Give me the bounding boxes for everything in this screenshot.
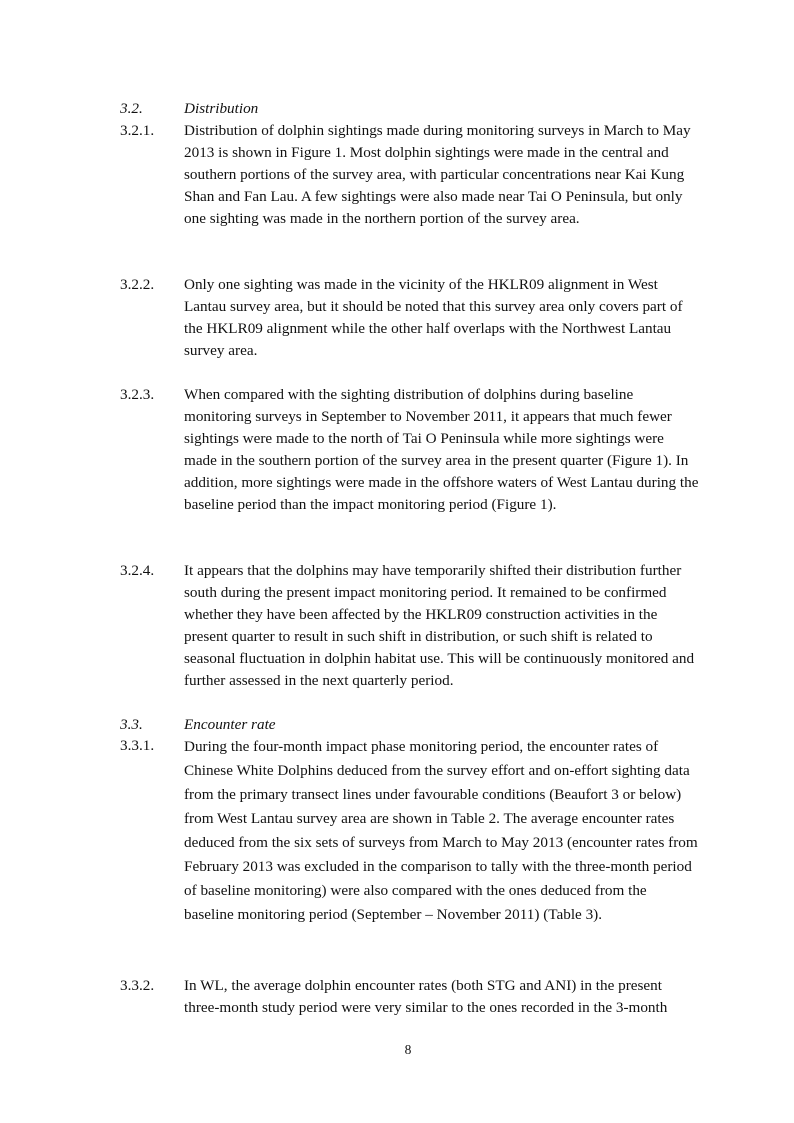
paragraph-number: 3.2.4.	[120, 562, 155, 579]
section-number: 3.3.	[120, 716, 143, 733]
paragraph-3-3-1	[120, 735, 700, 927]
paragraph-text: It appears that the dolphins may have temporarily shifted their distribution further south during the present impact monitoring period. It remained to be confirmed whether they have been affected by the HKLR09 construction activities in the present quarter to result in such shift in distribution, or such shift is related to seasonal fluctuation in dolphin habitat use. This will be continuously monitored and further assessed in the next quarterly period.	[184, 562, 695, 689]
section-heading-encounter-rate	[120, 714, 700, 736]
paragraph-text: When compared with the sighting distribution of dolphins during baseline monitoring surveys in September to November 2011, it appears that much fewer sightings were made to the north of Tai O Peninsula while more sightings were made in the southern portion of the survey area in the present quarter (Figure 1). In addition, more sightings were made in the offshore waters of West Lantau during the baseline period than the impact monitoring period (Figure 1).	[184, 386, 699, 513]
section-title: Encounter rate	[184, 716, 276, 733]
paragraph-text: During the four-month impact phase monitoring period, the encounter rates of Chinese White Dolphins deduced from the survey effort and on-effort sighting data from the primary transect lines under favourable conditions (Beaufort 3 or below) from West Lantau survey area are shown in Table 2. The average encounter rates deduced from the six sets of surveys from March to May 2013 (encounter rates from February 2013 was excluded in the comparison to tally with the three-month period of baseline monitoring) were also compared with the ones deduced from the baseline monitoring period (September – November 2011) (Table 3).	[184, 738, 698, 923]
section-heading-distribution	[120, 98, 700, 120]
paragraph-number: 3.3.2.	[120, 977, 155, 994]
paragraph-text: In WL, the average dolphin encounter rates (both STG and ANI) in the present three-month study period were very similar to the ones recorded in the 3-month	[184, 977, 668, 1016]
paragraph-3-2-3	[120, 384, 700, 516]
paragraph-3-2-4	[120, 560, 700, 692]
paragraph-text: Distribution of dolphin sightings made during monitoring surveys in March to May 2013 is shown in Figure 1. Most dolphin sightings were made in the central and southern portions of the survey area, with particular concentrations near Kai Kung Shan and Fan Lau. A few sightings were also made near Tai O Peninsula, but only one sighting was made in the northern portion of the survey area.	[184, 122, 691, 227]
paragraph-number: 3.2.1.	[120, 122, 155, 139]
paragraph-3-2-1	[120, 120, 700, 230]
paragraph-3-3-2	[120, 975, 700, 1019]
paragraph-number: 3.2.3.	[120, 386, 155, 403]
page-number: 8	[404, 1042, 412, 1057]
section-title: Distribution	[184, 100, 259, 117]
paragraph-number: 3.3.1.	[120, 737, 155, 754]
paragraph-text: Only one sighting was made in the vicinity of the HKLR09 alignment in West Lantau survey area, but it should be noted that this survey area only covers part of the HKLR09 alignment while the other half overlaps with the Northwest Lantau survey area.	[184, 276, 683, 359]
paragraph-3-2-2	[120, 274, 700, 362]
paragraph-number: 3.2.2.	[120, 276, 155, 293]
section-number: 3.2.	[120, 100, 143, 117]
